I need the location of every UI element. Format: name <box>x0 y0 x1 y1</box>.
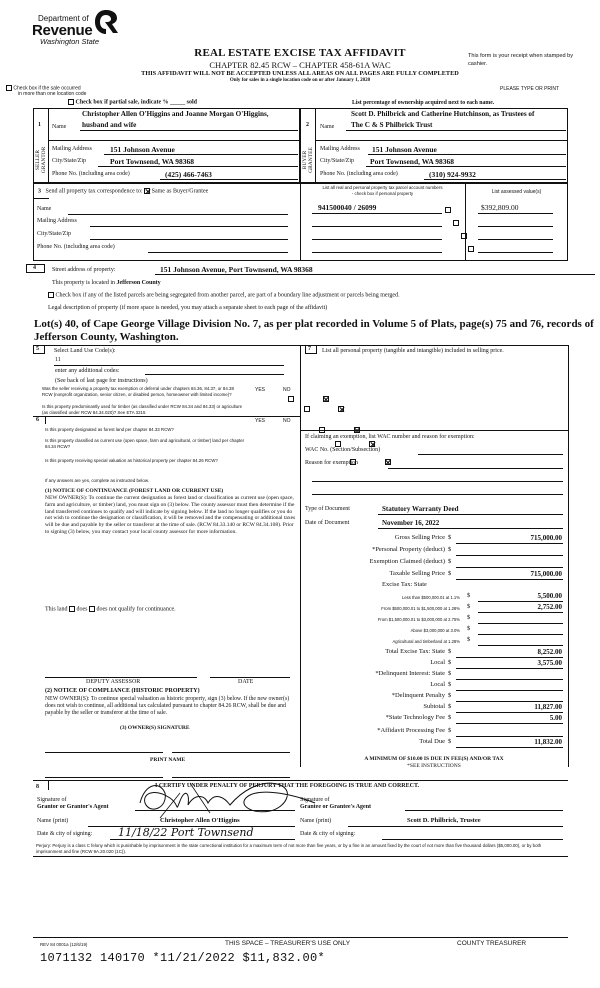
parcel-number-4[interactable] <box>312 252 442 253</box>
correspondence-header <box>38 188 208 194</box>
see-instructions-note: *SEE INSTRUCTIONS <box>407 763 461 769</box>
wac-field[interactable] <box>418 454 563 455</box>
corr-name-field[interactable] <box>68 214 288 215</box>
personal-property-checkbox-3[interactable] <box>461 233 467 239</box>
tech-fee-label: *State Technology Fee <box>385 714 445 721</box>
street-address-label: Street address of property: <box>52 267 116 273</box>
land-use-label: Select Land Use Code(s): <box>54 348 116 354</box>
corr-city-field[interactable] <box>90 239 288 240</box>
reason-label: Reason for exemption <box>305 460 358 466</box>
doc-date-value[interactable]: November 16, 2022 <box>382 519 440 527</box>
q5-2-no-checkbox[interactable] <box>338 406 344 412</box>
seller-name-line2[interactable]: husband and wife <box>82 121 137 129</box>
owner-signature-line-1[interactable] <box>45 752 163 753</box>
corr-mailing-field[interactable] <box>90 226 288 227</box>
certify-statement: I CERTIFY UNDER PENALTY OF PERJURY THAT THE FOREGOING IS TRUE AND CORRECT. <box>155 783 420 789</box>
seller-side-label: SELLER GRANTOR <box>35 146 47 174</box>
additional-codes-label: enter any additional codes: <box>55 368 120 374</box>
excise-state-label: Excise Tax: State <box>382 581 427 588</box>
buyer-name-label: Name <box>320 124 335 130</box>
doc-type-label: Type of Document <box>305 506 350 512</box>
same-as-buyer-checkbox[interactable] <box>144 188 150 194</box>
tier-5-field[interactable] <box>478 645 563 646</box>
grantee-signature-label: Signature of Grantee or Grantee's Agent <box>300 797 372 810</box>
taxable-price-label: Taxable Selling Price <box>389 570 445 577</box>
taxable-currency: $ <box>448 570 452 577</box>
grantor-signature-icon <box>120 773 320 823</box>
yes-header-5: YES <box>255 387 266 393</box>
logo-revenue-text: Revenue <box>32 22 93 39</box>
assessed-value-1[interactable]: $392,809.00 <box>481 203 519 212</box>
multi-location-label-1: Check box if the sale occurred <box>13 85 81 92</box>
grantor-name-value[interactable]: Christopher Allen O'Higgins <box>160 817 240 824</box>
land-use-instructions: (See back of last page for instructions) <box>55 378 148 384</box>
total-due-value[interactable]: 11,832.00 <box>534 738 562 746</box>
same-as-buyer-label: Same as Buyer/Grantee <box>151 188 209 195</box>
total-state-currency: $ <box>448 648 452 655</box>
assessed-header: List assessed value(s) <box>491 189 542 195</box>
segregated-checkbox[interactable] <box>48 292 54 298</box>
corr-phone-field[interactable] <box>148 252 288 253</box>
q5-1-no-checkbox[interactable] <box>323 396 329 402</box>
processing-fee-currency: $ <box>448 727 452 734</box>
correspondence-label: Send all property tax correspondence to: <box>45 188 143 195</box>
partial-sale-suffix: sold <box>186 99 198 106</box>
section-4-number: 4 <box>33 265 36 271</box>
seller-name-line1[interactable]: Christopher Allen O'Higgins and Joanne Morgan O'Higgins, <box>82 110 269 118</box>
delinquent-penalty-field[interactable] <box>456 701 563 702</box>
county-value: Jefferson County <box>116 280 161 286</box>
grantor-date-city-label: Date & city of signing: <box>37 831 93 837</box>
personal-property-deduct-field[interactable] <box>456 555 563 556</box>
assessed-value-4[interactable] <box>478 252 553 253</box>
doc-type-value[interactable]: Statutory Warranty Deed <box>382 505 459 513</box>
tier-5-currency: $ <box>467 636 471 643</box>
seller-mailing-label: Mailing Address <box>52 146 92 152</box>
buyer-mailing-label: Mailing Address <box>320 146 360 152</box>
form-title: REAL ESTATE EXCISE TAX AFFIDAVIT <box>194 47 406 59</box>
seller-mailing-value[interactable]: 151 Johnson Avenue <box>110 145 175 154</box>
exemption-currency: $ <box>448 558 452 565</box>
segregated-check[interactable]: Check box if any of the listed parcels are being segregated from another parcel, are part of a boundary line adjustment or parcels being merged. <box>48 292 400 298</box>
delinquent-local-label: Local <box>430 681 445 688</box>
tier-1-label: Less than $500,000.01 at 1.1% <box>402 595 460 600</box>
forest-question: Is this property designated as forest land per chapter 84.33 RCW? <box>45 427 174 432</box>
section-3-number: 3 <box>38 188 41 195</box>
assessor-date-label: DATE <box>238 679 254 685</box>
section-8-number: 8 <box>36 784 39 790</box>
no-header-5: NO <box>283 387 291 393</box>
personal-currency: $ <box>448 546 452 553</box>
corr-mailing-label: Mailing Address <box>37 218 77 224</box>
processing-fee-field[interactable] <box>456 736 563 737</box>
tier-3-field[interactable] <box>478 623 563 624</box>
deputy-assessor-label: DEPUTY ASSESSOR <box>86 679 141 685</box>
partial-sale-percent[interactable]: _____ <box>170 99 186 106</box>
q5-2-yes-checkbox[interactable] <box>304 406 310 412</box>
section-2-number: 2 <box>306 122 309 128</box>
partial-sale-checkbox[interactable] <box>68 99 74 105</box>
please-type-note: PLEASE TYPE OR PRINT <box>500 86 560 92</box>
processing-fee-label: *Affidavit Processing Fee <box>377 727 445 734</box>
deputy-assessor-signature-line[interactable] <box>45 677 197 678</box>
parcel-number-3[interactable] <box>312 239 442 240</box>
buyer-mailing-value[interactable]: 151 Johnson Avenue <box>372 145 437 154</box>
perjury-notice: Perjury: Perjury is a class C felony which is punishable by imprisonment in the state correctional institution for a maximum term of not more than five years, or by a fine in an amount fixed by the court of not more than five thousand dollars ($5,000.00), or by both imprisonment and fine (RCW 9A.20.020 (1C)). <box>36 843 542 854</box>
tech-fee-value[interactable]: 5.00 <box>549 714 562 722</box>
exemption-deduct-label: Exemption Claimed (deduct) <box>369 558 445 565</box>
buyer-phone-label: Phone No. (including area code) <box>320 171 398 177</box>
land-use-code[interactable]: 11 <box>55 357 61 363</box>
delinquent-state-label: *Delinquent Interest: State <box>375 670 445 677</box>
additional-codes-field[interactable] <box>145 374 284 375</box>
tier-2-value[interactable]: 2,752.00 <box>537 603 562 611</box>
seller-name-label: Name <box>52 124 67 130</box>
assessor-date-line[interactable] <box>210 677 290 678</box>
tier-2-label: From $500,000.01 to $1,500,000 at 1.28% <box>381 606 460 611</box>
subtotal-value[interactable]: 11,827.00 <box>534 703 562 711</box>
gross-price-value[interactable]: 715,000.00 <box>530 534 562 542</box>
gross-price-label: Gross Selling Price <box>394 534 445 541</box>
taxable-price-value[interactable]: 715,000.00 <box>530 570 562 578</box>
legal-description-value[interactable]: Lot(s) 40, of Cape George Village Division No. 7, as per plat recorded in Volume 5 of Plats, page(s) 75 and 76, records of Jefferson County, Washington. <box>34 318 594 343</box>
qualify-line: This land does does not qualify for continuance. <box>45 606 176 613</box>
buyer-phone-value[interactable]: (310) 924-9932 <box>429 170 476 179</box>
exemption-claim-label: If claiming an exemption, list WAC number and reason for exemption: <box>305 434 475 440</box>
street-address-value[interactable]: 151 Johnson Avenue, Port Townsend, WA 98368 <box>160 265 313 274</box>
any-yes-note: If any answers are yes, complete as instructed below. <box>45 478 149 483</box>
minimum-due-note: A MINIMUM OF $10.00 IS DUE IN FEE(S) AND/OR TAX <box>364 756 504 762</box>
local-currency: $ <box>448 659 452 666</box>
does-qualify-checkbox[interactable] <box>69 606 75 612</box>
penalty-currency: $ <box>448 692 452 699</box>
current-use-question: Is this property classified as current use (open space, farm and agricultural, or timber) land per chapter 84.34 RCW? <box>45 438 245 449</box>
subtotal-currency: $ <box>448 703 452 710</box>
seller-phone-label: Phone No. (including area code) <box>52 171 130 177</box>
total-due-currency: $ <box>448 738 452 745</box>
corr-city-label: City/State/Zip <box>37 231 71 237</box>
partial-sale-check[interactable] <box>68 99 197 105</box>
subtotal-label: Subtotal <box>423 703 445 710</box>
exemption-question: Was the seller receiving a property tax exemption or deferral under chapters 84.36, 84.37, or 84.38 RCW (nonprofit organization, senior citizen, or disabled person, homeowner with limited income)? <box>42 386 234 397</box>
tier-4-currency: $ <box>467 625 471 632</box>
multi-location-check[interactable] <box>6 85 86 97</box>
personal-property-checkbox-2[interactable] <box>453 220 459 226</box>
section-7-number: 7 <box>308 346 311 352</box>
personal-property-deduct-label: *Personal Property (deduct) <box>372 546 445 553</box>
buyer-city-value[interactable]: Port Townsend, WA 98368 <box>370 157 455 166</box>
tier-1-value[interactable]: 5,500.00 <box>537 592 562 600</box>
buyer-city-label: City/State/Zip <box>320 158 354 164</box>
delinq-local-currency: $ <box>448 681 452 688</box>
partial-sale-label: Check box if partial sale, indicate % <box>75 99 169 106</box>
logo-department-text: Department of <box>38 14 89 23</box>
logo-state-text: Washington State <box>40 37 100 46</box>
delinquent-state-field[interactable] <box>456 679 563 680</box>
gross-currency: $ <box>448 534 452 541</box>
form-id: REV 84 0001a (12/6/19) <box>40 942 88 947</box>
assessed-value-2[interactable] <box>478 226 553 227</box>
owner-signature-line-2[interactable] <box>172 752 290 753</box>
q5-1-yes-checkbox[interactable] <box>288 396 294 402</box>
notice-compliance-body: NEW OWNER(S): To continue special valuation as historic property, sign (3) below. If the new owner(s) does not wish to continue, all additional tax calculated pursuant to chapter 84.26 RCW, shall be due and payable by the seller or transferor at the time of sale. <box>45 696 290 717</box>
delinquent-local-field[interactable] <box>456 690 563 691</box>
personal-property-checkbox-1[interactable] <box>445 207 451 213</box>
treasurer-receipt-stamp: 1071132 140170 *11/21/2022 $11,832.00* <box>40 951 326 965</box>
buyer-side-label: BUYER GRANTEE <box>302 147 314 173</box>
seller-city-label: City/State/Zip <box>52 158 86 164</box>
grantee-date-city-field[interactable] <box>382 839 563 840</box>
personal-property-label: List all personal property (tangible and intangible) included in selling price. <box>322 348 504 354</box>
grantor-signature-label: Signature of Grantor or Grantor's Agent <box>37 797 109 810</box>
grantee-name-value[interactable]: Scott D. Philbrick, Trustee <box>407 817 481 824</box>
delinq-state-currency: $ <box>448 670 452 677</box>
exemption-deduct-field[interactable] <box>456 567 563 568</box>
form-subtitle: CHAPTER 82.45 RCW – CHAPTER 458-61A WAC <box>209 60 391 70</box>
tech-fee-currency: $ <box>448 714 452 721</box>
completion-warning: THIS AFFIDAVIT WILL NOT BE ACCEPTED UNLESS ALL AREAS ON ALL PAGES ARE FULLY COMPLETED <box>141 70 459 77</box>
delinquent-penalty-label: *Delinquent Penalty <box>391 692 445 699</box>
timber-question: Is this property predominantly used for timber (as classified under RCW 84.34 and 84.33) or agriculture (as classified under RCW 84.34.020)? See ETA 3215 <box>42 404 243 415</box>
wac-label: WAC No. (Section/Subsection) <box>305 447 381 453</box>
location-code-note: Only for sales in a single location code on or after January 1, 2020 <box>229 78 371 83</box>
section-1-number: 1 <box>38 122 41 128</box>
county-treasurer-label: COUNTY TREASURER <box>457 940 527 947</box>
notice-compliance-title: (2) NOTICE OF COMPLIANCE (HISTORIC PROPERTY) <box>45 688 200 694</box>
q6-3-no-checkbox[interactable] <box>385 459 391 465</box>
tier-4-label: Above $3,000,000 at 3.0% <box>410 628 460 633</box>
tier-2-currency: $ <box>467 603 471 610</box>
corr-name-label: Name <box>37 206 52 212</box>
parcel-number-2[interactable] <box>312 226 442 227</box>
parcel-header: List all real and personal property tax parcel account numbers - check box if personal property <box>322 185 443 196</box>
notice-continuance-title: (1) NOTICE OF CONTINUANCE (FOREST LAND OR CURRENT USE) <box>45 488 224 494</box>
tier-1-currency: $ <box>467 592 471 599</box>
multi-location-checkbox[interactable] <box>6 85 12 91</box>
assessed-value-3[interactable] <box>478 239 553 240</box>
grantee-date-city-label: Date & city of signing: <box>300 831 356 837</box>
section-6-number: 6 <box>36 417 39 423</box>
tier-3-label: From $1,500,000.01 to $3,000,000 at 2.75% <box>377 617 460 622</box>
reason-field[interactable] <box>388 468 563 469</box>
grantor-date-city-value[interactable]: 11/18/22 Port Townsend <box>118 826 254 839</box>
parcel-number-1[interactable]: 941500040 / 26099 <box>318 203 377 212</box>
multi-location-label-2: in more than one location code <box>18 91 87 98</box>
tier-5-label: Agricultural and timberland at 1.28% <box>392 639 460 644</box>
owner-signature-label: (3) OWNER(S) SIGNATURE <box>120 725 190 731</box>
total-state-value[interactable]: 8,252.00 <box>537 648 562 656</box>
print-name-label: PRINT NAME <box>150 757 186 763</box>
county-line: This property is located in Jefferson County <box>52 280 161 286</box>
no-header-6: NO <box>283 418 291 424</box>
seller-phone-value[interactable]: (425) 466-7463 <box>165 170 212 179</box>
dor-swirl-icon <box>94 9 118 35</box>
corr-phone-label: Phone No. (including area code) <box>37 244 115 250</box>
historic-question: Is this property receiving special valuation as historical property per chapter 84.26 RCW? <box>45 458 218 463</box>
local-tax-value[interactable]: 3,575.00 <box>537 659 562 667</box>
yes-header-6: YES <box>255 418 266 424</box>
tier-4-field[interactable] <box>478 634 563 635</box>
notice-continuance-body: NEW OWNER(S): To continue the current designation as forest land or classification as current use (open space, farm and agriculture, or timber) land, you must sign on (3) below. The county assessor must then determine if the land transferred continues to qualify and will indicate by signing below. If the land no longer qualifies or you do not wish to continue the designation or classification, it will be removed and the compensating or additional taxes will be due and payable by the seller or transferor at the time of sale. (RCW 84.33.140 or RCW 84.34.108). Prior to signing (3) below, you may contact your local county assessor for more information. <box>45 495 296 535</box>
local-tax-label: Local <box>430 659 445 666</box>
doc-date-label: Date of Document <box>305 520 350 526</box>
does-not-qualify-checkbox[interactable] <box>89 606 95 612</box>
treasurer-space-label: THIS SPACE – TREASURER'S USE ONLY <box>225 940 351 947</box>
personal-property-checkbox-4[interactable] <box>468 246 474 252</box>
ownership-note: List percentage of ownership acquired next to each name. <box>352 100 495 106</box>
total-due-label: Total Due <box>419 738 445 745</box>
tier-3-currency: $ <box>467 614 471 621</box>
grantee-name-label: Name (print) <box>300 818 332 824</box>
grantee-signature-line[interactable] <box>405 810 563 811</box>
receipt-note: This form is your receipt when stamped by cashier. <box>468 53 574 67</box>
buyer-name-line2[interactable]: The C & S Philbrick Trust <box>351 121 433 129</box>
buyer-name-line1[interactable]: Scott D. Philbrick and Catherine Hutchinson, as Trustees of <box>351 110 535 118</box>
section-5-number: 5 <box>36 346 39 352</box>
grantor-name-label: Name (print) <box>37 818 69 824</box>
legal-description-label: Legal description of property (if more space is needed, you may attach a separate sheet to each page of the affidavit) <box>48 305 328 311</box>
total-state-label: Total Excise Tax: State <box>385 648 445 655</box>
seller-city-value[interactable]: Port Townsend, WA 98368 <box>110 157 195 166</box>
